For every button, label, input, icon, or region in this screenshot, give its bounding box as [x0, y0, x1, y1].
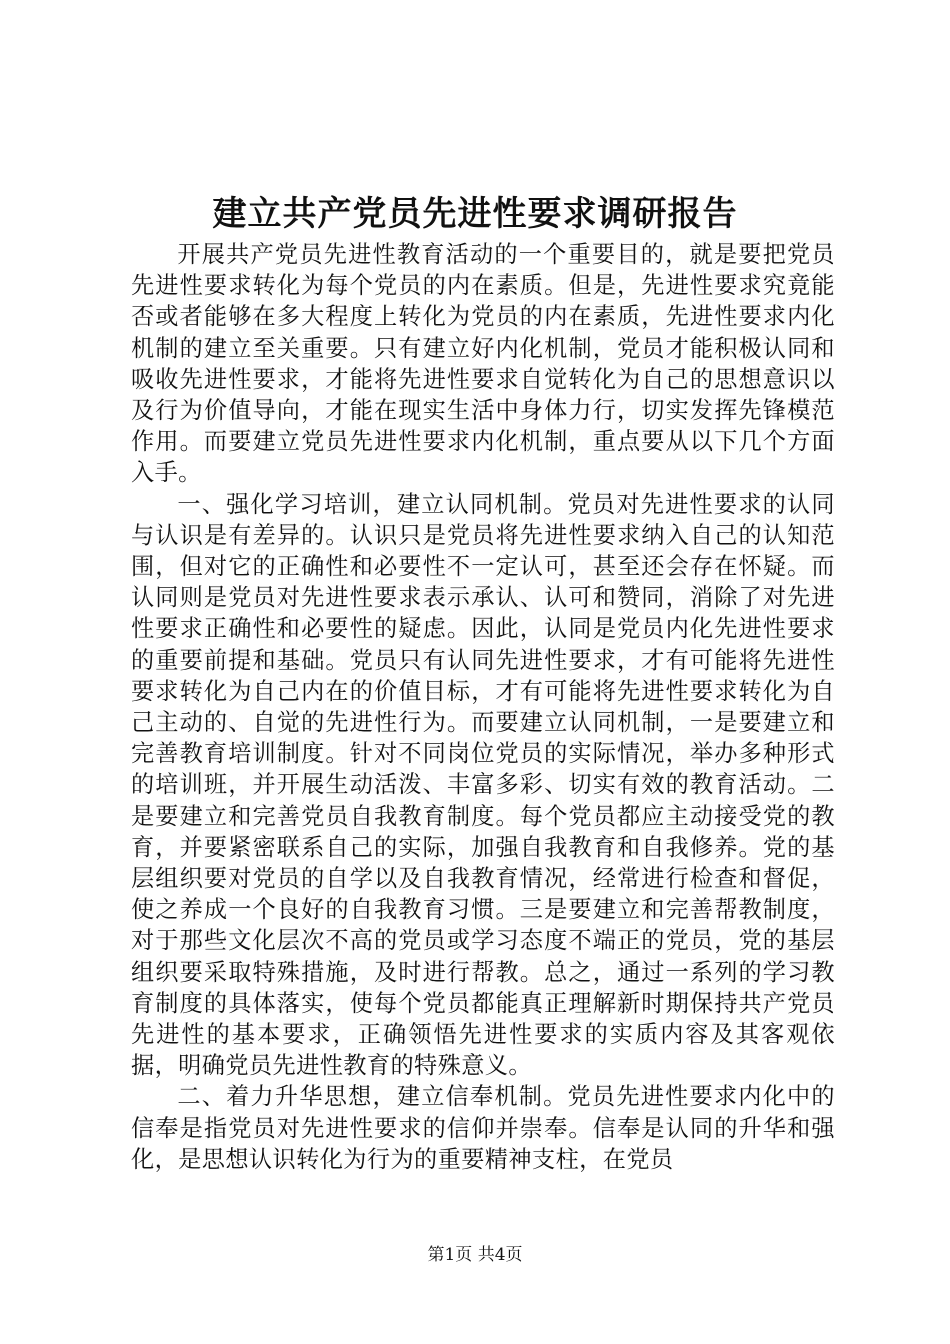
- document-title: 建立共产党员先进性要求调研报告: [212, 194, 738, 234]
- paragraph-intro: 开展共产党员先进性教育活动的一个重要目的，就是要把党员先进性要求转化为每个党员的内在素质。但是，先进性要求究竟能否或者能够在多大程度上转化为党员的内在素质，先进性要求内化机制的建立至关重要。只有建立好内化机制，党员才能积极认同和吸收先进性要求，才能将先进性要求自觉转化为自己的思想意识以及行为价值导向，才能在现实生活中身体力行，切实发挥先锋模范作用。而要建立党员先进性要求内化机制，重点要从以下几个方面入手。: [131, 241, 835, 487]
- document-body: [131, 239, 835, 1175]
- page-number-footer: 第1页 共4页: [427, 1245, 523, 1265]
- paragraph-section-1: 一、强化学习培训，建立认同机制。党员对先进性要求的认同与认识是有差异的。认识只是党员将先进性要求纳入自己的认知范围，但对它的正确性和必要性不一定认可，甚至还会存在怀疑。而认同则是党员对先进性要求表示承认、认可和赞同，消除了对先进性要求正确性和必要性的疑虑。因此，认同是党员内化先进性要求的重要前提和基础。党员只有认同先进性要求，才有可能将先进性要求转化为自己内在的价值目标，才有可能将先进性要求转化为自己主动的、自觉的先进性行为。而要建立认同机制，一是要建立和完善教育培训制度。针对不同岗位党员的实际情况，举办多种形式的培训班，并开展生动活泼、丰富多彩、切实有效的教育活动。二是要建立和完善党员自我教育制度。每个党员都应主动接受党的教育，并要紧密联系自己的实际，加强自我教育和自我修养。党的基层组织要对党员的自学以及自我教育情况，经常进行检查和督促，使之养成一个良好的自我教育习惯。三是要建立和完善帮教制度，对于那些文化层次不高的党员或学习态度不端正的党员，党的基层组织要采取特殊措施，及时进行帮教。总之，通过一系列的学习教育制度的具体落实，使每个党员都能真正理解新时期保持共产党员先进性的基本要求，正确领悟先进性要求的实质内容及其客观依据，明确党员先进性教育的特殊意义。: [131, 490, 835, 1080]
- paragraph-section-2: 二、着力升华思想，建立信奉机制。党员先进性要求内化中的信奉是指党员对先进性要求的信仰并崇奉。信奉是认同的升华和强化，是思想认识转化为行为的重要精神支柱，在党员: [131, 1083, 835, 1173]
